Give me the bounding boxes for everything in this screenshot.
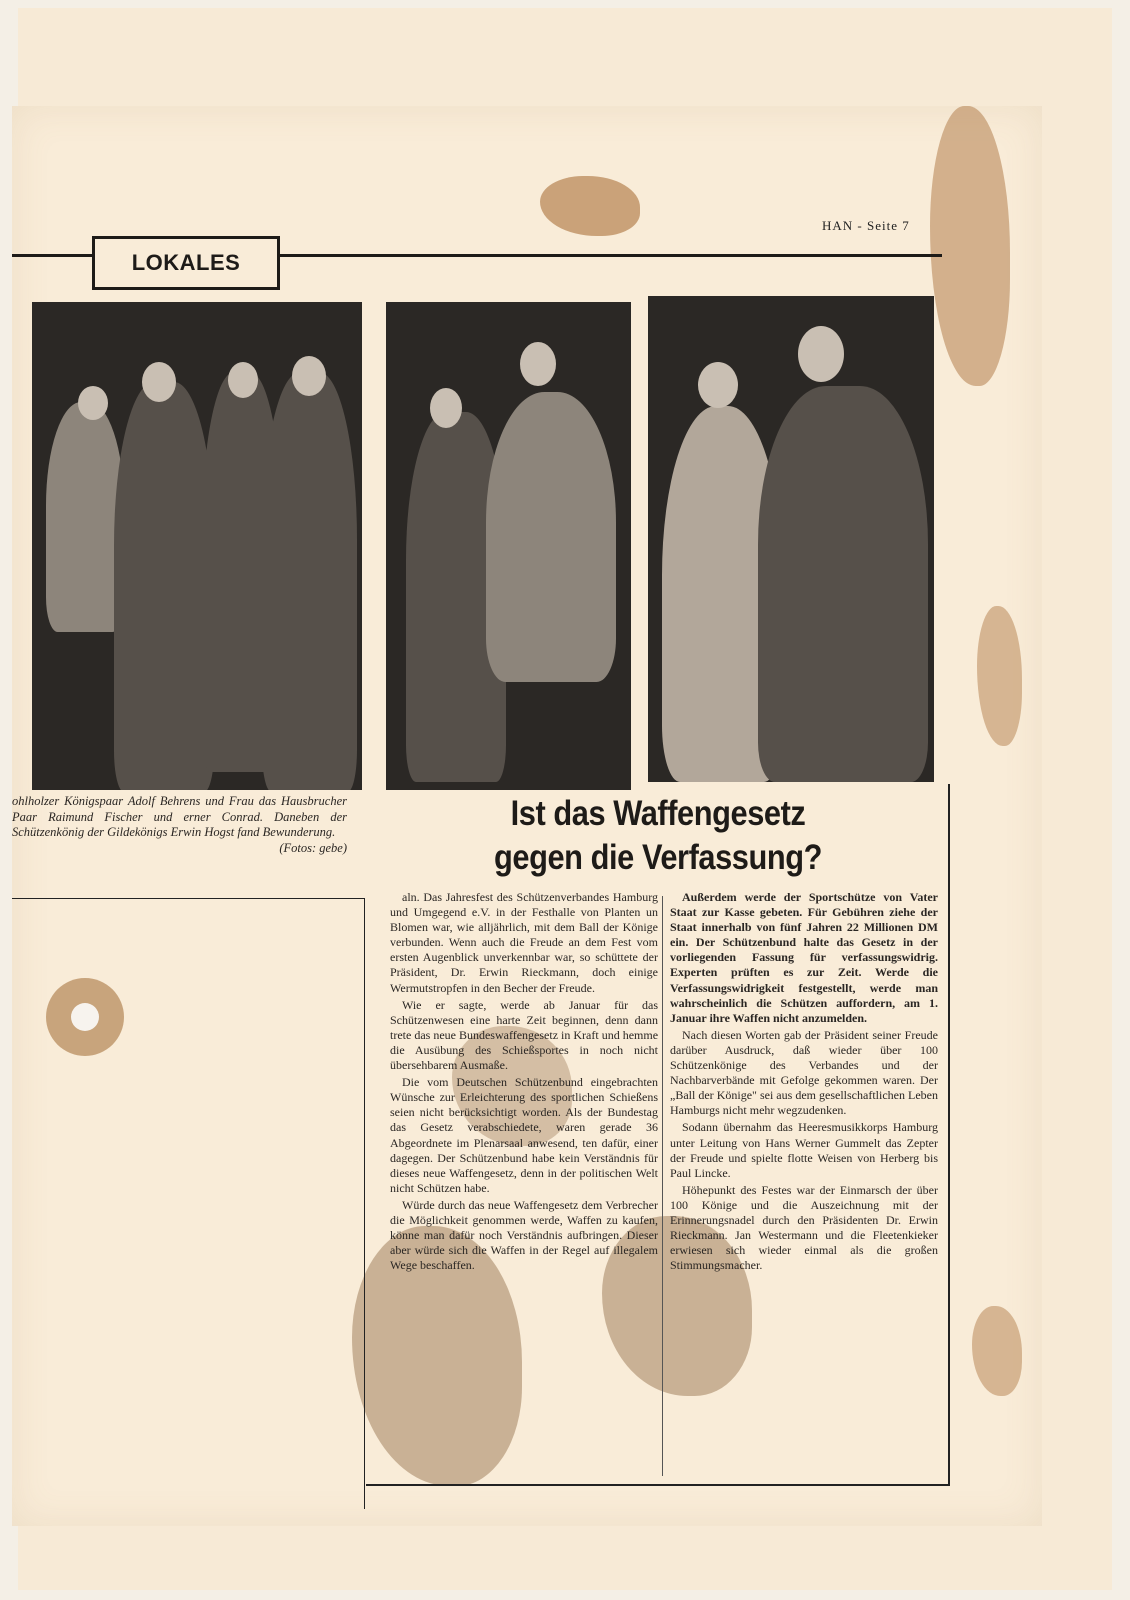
figure — [46, 402, 124, 632]
adjacent-column-frame — [12, 898, 365, 1509]
figure — [486, 392, 616, 682]
section-label: LOKALES — [131, 250, 241, 275]
face — [430, 388, 462, 428]
paragraph: Nach diesen Worten gab der Präsident seiner Freude darüber Ausdruck, daß wieder über 100 Schützenkönige des Verbandes und der Nachbarverbände mit Gefolge gekommen waren. Der „Ball der Könige" sei aus dem gesellschaftlichen Leben Hamburgs nicht mehr wegzudenken. — [670, 1027, 938, 1118]
face — [698, 362, 738, 408]
caption-text: ohlholzer Königspaar Adolf Behrens und Frau das Hausbrucher Paar Raimund Fischer und erner Conrad. Daneben der Schützenkönig der Gildekönigs Erwin Hogst fand Bewunderung. — [12, 794, 347, 839]
photo-middle — [386, 302, 631, 790]
article-column-left — [390, 890, 658, 1275]
article-headline — [412, 792, 905, 880]
face — [228, 362, 258, 398]
column-divider — [662, 896, 663, 1476]
stain — [930, 106, 1010, 386]
page-reference: HAN - Seite 7 — [822, 218, 910, 233]
section-label-box — [92, 236, 280, 290]
stain — [540, 176, 640, 236]
paragraph: aln. Das Jahresfest des Schützenverbandes Hamburg und Umgegend e.V. in der Festhalle von Planten un Blomen war, wie alljährlich, mit dem Ball der Könige verbunden. Wenn auch die Freude an dem Fest vom ersten Augenblick unverkennbar war, so schüttete der Präsident, Dr. Erwin Rieckmann, doch einige Wermutstropfen in den Becher der Freude. — [390, 890, 658, 995]
paragraph: Höhepunkt des Festes war der Einmarsch der über 100 Könige und die Auszeichnung mit der Erinnerungsnadel durch den Präsidenten Dr. Erwin Rieckmann. Jan Westermann und die Fleetenkieker erwiesen sich wieder einmal als die großen Stimmungsmacher. — [670, 1182, 938, 1273]
headline-line-2: gegen die Verfassung? — [494, 838, 822, 877]
photo-credit: (Fotos: gebe) — [279, 840, 347, 855]
face — [142, 362, 176, 402]
figure — [114, 382, 214, 790]
paragraph: Außerdem werde der Sportschütze von Vater Staat zur Kasse gebeten. Für Gebühren ziehe der Staat innerhalb von fünf Jahren 22 Millionen DM ein. Der Schützenbund halte das Gesetz in der vorliegenden Fassung für verfassungswidrig. Experten prüften es zur Zeit. Werde die Verfassungswidrigkeit festgestellt, werde man wahrscheinlich die Schützen auffordern, am 1. Januar ihre Waffen nicht anzumelden. — [670, 890, 938, 1025]
stain — [972, 1306, 1022, 1396]
paragraph: Würde durch das neue Waffengesetz dem Verbrecher die Möglichkeit genommen werde, Waffen zu kaufen, könne man dafür noch Verständnis aufbringen. Dieser aber würde sich die Waffen in der Regel auf illegalem Wege beschaffen. — [390, 1197, 658, 1273]
photo-caption — [12, 794, 347, 856]
paragraph: Wie er sagte, werde ab Januar für das Schützenwesen eine harte Zeit beginnen, denn dann trete das neue Bundeswaffengesetz in Kraft und hemme die Ausübung des Schießsportes in noch nicht übersehbarem Ausmaße. — [390, 997, 659, 1073]
face — [78, 386, 108, 420]
face — [520, 342, 556, 386]
paragraph: Die vom Deutschen Schützenbund eingebrachten Wünsche zur Erleichterung des sportlichen Schießens seien nicht berücksichtigt worden. Als der Bundestag das Gesetz verabschiedete, waren gerade 36 Abgeordnete im Plenarsaal anwesend, ten dafür, einer dagegen. Der Schützenbund habe kein Verständnis für dieses neue Waffengesetz, denn in der politischen Welt nicht Schützen habe. — [390, 1075, 658, 1195]
stain — [977, 606, 1022, 746]
article-column-right — [670, 890, 938, 1275]
photo-left — [32, 302, 362, 790]
headline-line-1: Ist das Waffengesetz — [510, 794, 806, 833]
photo-right — [648, 296, 934, 782]
face — [798, 326, 844, 382]
paragraph: Sodann übernahm das Heeresmusikkorps Hamburg unter Leitung von Hans Werner Gummelt das Zepter der Freude und spielte flotte Weisen von Herberg bis Paul Lincke. — [670, 1120, 938, 1180]
figure — [758, 386, 928, 782]
figure — [262, 372, 357, 790]
face — [292, 356, 326, 396]
